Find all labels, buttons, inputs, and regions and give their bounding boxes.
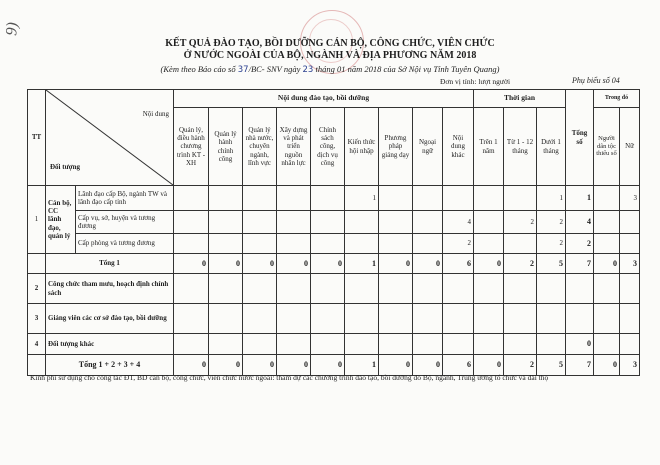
- header-content-col: Xây dựng và phát triển nguồn nhân lực: [277, 108, 311, 186]
- row-label: Lãnh đạo cấp Bộ, ngành TW và lãnh đạo cấp tỉnh: [76, 186, 174, 211]
- total-cell: 2: [504, 254, 537, 274]
- total-cell: 0: [379, 254, 413, 274]
- total-cell: 3: [620, 355, 640, 376]
- header-time-col: Trên 1 năm: [474, 108, 504, 186]
- total-cell: 0: [209, 254, 243, 274]
- total-cell: 0: [413, 254, 443, 274]
- total-cell: 0: [594, 355, 620, 376]
- total-cell: 0: [174, 254, 209, 274]
- cell-total: 2: [566, 234, 594, 254]
- header-content-label: Nội dung: [142, 110, 169, 118]
- row-label: Đối tượng khác: [46, 334, 174, 355]
- handwritten-day: 23: [302, 65, 314, 75]
- margin-handwritten-mark: 9): [3, 21, 22, 37]
- cell-value: 4: [443, 211, 474, 234]
- total-cell: 3: [620, 254, 640, 274]
- document-title-line2: Ở NƯỚC NGOÀI CỦA BỘ, NGÀNH VÀ ĐỊA PHƯƠNG NĂM 2018: [183, 50, 477, 61]
- cell-total: 4: [566, 211, 594, 234]
- total-cell: 5: [537, 254, 566, 274]
- total-cell: 0: [243, 254, 277, 274]
- cell-value: 3: [620, 186, 640, 211]
- header-content-col: Phương pháp giảng dạy: [379, 108, 413, 186]
- header-content-col: Ngoại ngữ: [413, 108, 443, 186]
- total-cell: 2: [504, 355, 537, 376]
- header-subject-label: Đối tượng: [50, 162, 81, 171]
- header-time-col: Dưới 1 tháng: [537, 108, 566, 186]
- footer-note: Kinh phí sử dụng cho công tác ĐT, BD cán bộ, công chức, viên chức nước ngoài: tham dự các chương trình đào tạo, bồi dưỡng do Bộ, ngành, Trung ương tổ chức và đài thọ: [30, 373, 549, 382]
- header-time-band: Thời gian: [474, 90, 566, 108]
- header-tt: TT: [28, 90, 46, 186]
- total-cell: 0: [277, 254, 311, 274]
- grand-total-label: Tổng 1 + 2 + 3 + 4: [46, 355, 174, 376]
- total-cell: 0: [474, 254, 504, 274]
- document-title-line1: KẾT QUẢ ĐÀO TẠO, BỒI DƯỠNG CÁN BỘ, CÔNG CHỨC, VIÊN CHỨC: [165, 38, 495, 49]
- total-cell: 0: [379, 355, 413, 376]
- handwritten-report-number: 37: [237, 65, 249, 75]
- total-cell: 6: [443, 355, 474, 376]
- header-content-col: Quản lý, điều hành chương trình KT - XH: [174, 108, 209, 186]
- total-cell: 6: [443, 254, 474, 274]
- total-cell: 0: [174, 355, 209, 376]
- total-cell: 7: [566, 355, 594, 376]
- header-diagonal-cell: [46, 90, 174, 186]
- header-content-col: Quản lý hành chính công: [209, 108, 243, 186]
- subtitle-mid: /BC- SNV ngày: [248, 64, 301, 74]
- header-time-col: Từ 1 - 12 tháng: [504, 108, 537, 186]
- training-results-table: [27, 89, 640, 376]
- subtitle-post: tháng 01 năm 2018 của Sở Nội vụ Tỉnh Tuyên Quang): [315, 64, 500, 74]
- total-cell: 0: [243, 355, 277, 376]
- row-label: Cấp phòng và tương đương: [76, 234, 174, 254]
- row-label: Cấp vụ, sở, huyện và tương đương: [76, 211, 174, 234]
- total-cell: 5: [537, 355, 566, 376]
- cell-total: 1: [566, 186, 594, 211]
- header-content-col: Nội dung khác: [443, 108, 474, 186]
- header-of-which-col: Nữ: [620, 108, 640, 186]
- header-content-col: Chính sách công, dịch vụ công: [311, 108, 345, 186]
- subtitle-pre: (Kèm theo Báo cáo số: [160, 64, 236, 74]
- total-cell: 0: [311, 254, 345, 274]
- total-cell: 1: [345, 355, 379, 376]
- tong1-label: Tổng 1: [46, 254, 174, 274]
- header-of-which: Trong đó: [594, 90, 640, 108]
- row-label: Công chức tham mưu, hoạch định chính sách: [46, 274, 174, 304]
- total-cell: 0: [311, 355, 345, 376]
- total-cell: 0: [474, 355, 504, 376]
- row-tt: 4: [28, 334, 46, 355]
- group1-tt: 1: [28, 186, 46, 254]
- cell-value: 2: [443, 234, 474, 254]
- total-cell: 0: [413, 355, 443, 376]
- document-subtitle: [0, 64, 660, 75]
- header-content-col: Quản lý nhà nước, chuyên ngành, lĩnh vực: [243, 108, 277, 186]
- row-tt: 2: [28, 274, 46, 304]
- header-total: Tổng số: [566, 90, 594, 186]
- row-label: Giảng viên các cơ sở đào tạo, bồi dưỡng: [46, 304, 174, 334]
- cell-total: 0: [566, 334, 594, 355]
- cell-value: 2: [537, 234, 566, 254]
- total-cell: 0: [209, 355, 243, 376]
- cell-value: 2: [537, 211, 566, 234]
- cell-value: 1: [537, 186, 566, 211]
- cell-value: 1: [345, 186, 379, 211]
- header-content-col: Kiến thức hội nhập: [345, 108, 379, 186]
- total-cell: 1: [345, 254, 379, 274]
- unit-note: Đơn vị tính: lượt người: [440, 77, 511, 86]
- row-tt: 3: [28, 304, 46, 334]
- appendix-label: Phụ biểu số 04: [572, 76, 620, 85]
- cell-value: 2: [504, 211, 537, 234]
- total-cell: 7: [566, 254, 594, 274]
- header-content-band: Nội dung đào tạo, bồi dưỡng: [174, 90, 474, 108]
- header-of-which-col: Người dân tộc thiểu số: [594, 108, 620, 186]
- total-cell: 0: [277, 355, 311, 376]
- group1-label: Cán bộ, CC lãnh đạo, quản lý: [46, 186, 76, 254]
- total-cell: 0: [594, 254, 620, 274]
